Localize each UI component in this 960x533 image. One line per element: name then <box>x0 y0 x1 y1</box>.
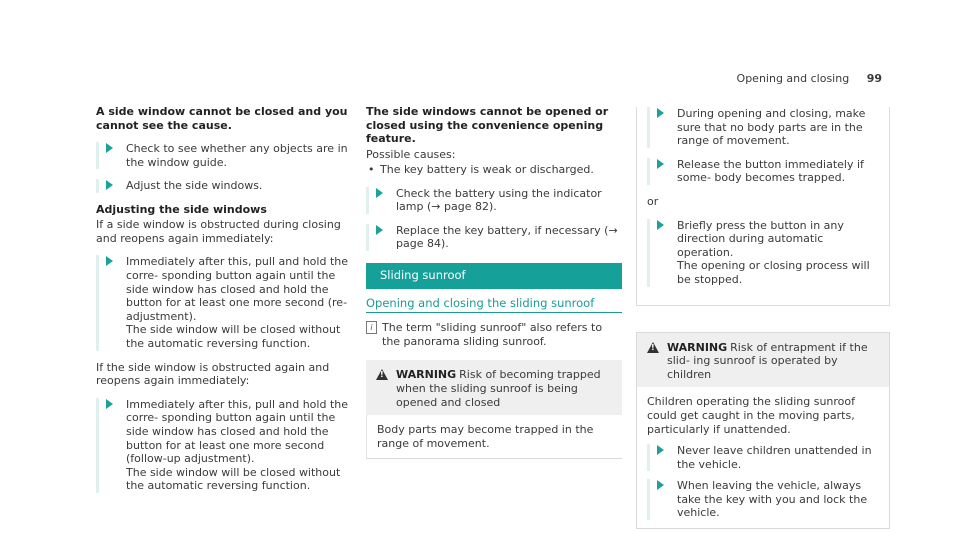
heading-convenience-opening: The side windows cannot be opened or closed using the convenience opening feature. <box>366 105 609 145</box>
step-arrow-icon <box>657 445 664 455</box>
paragraph-obstructed-again: If the side window is obstructed again and reopens again immediately: <box>96 360 330 388</box>
step-check-battery: Check the battery using the indicator lamp (→ page 82). <box>366 187 622 214</box>
paragraph-obstructed: If a side window is obstructed during closing and reopens again immediately: <box>96 218 341 245</box>
step-adjust-windows: Adjust the side windows. <box>96 179 352 193</box>
or-separator: or <box>647 194 659 208</box>
warning-box-children <box>636 332 890 530</box>
step-arrow-icon <box>657 220 664 230</box>
page-number: 99 <box>866 72 882 85</box>
warning-triangle-icon <box>647 342 659 353</box>
step-arrow-icon <box>376 188 383 198</box>
step-arrow-icon <box>106 256 113 266</box>
step-arrow-icon <box>106 143 113 153</box>
step-release-button: Release the button immediately if some- body becomes trapped. <box>647 158 879 185</box>
column-3 <box>636 99 890 529</box>
warning-header: ! WARNING Risk of becoming trapped when the sliding sunroof is being opened and closed <box>366 360 622 415</box>
list-item: • The key battery is weak or discharged. <box>366 163 622 177</box>
page-header <box>737 72 882 86</box>
step-arrow-icon <box>657 159 664 169</box>
warning-triangle-icon <box>376 369 388 380</box>
column-1 <box>96 105 352 503</box>
step-no-body-parts: During opening and closing, make sure that no body parts are in the range of movement. <box>647 107 879 148</box>
step-arrow-icon <box>657 480 664 490</box>
subheading-opening-closing-sunroof: Opening and closing the sliding sunroof <box>366 297 622 314</box>
possible-causes-label: Possible causes: <box>366 147 456 161</box>
heading-adjusting-side-windows: Adjusting the side windows <box>96 202 267 216</box>
step-arrow-icon <box>657 108 664 118</box>
warning-body: Body parts may become trapped in the range of movement. <box>366 415 622 458</box>
step-never-leave-children: Never leave children unattended in the vehicle. <box>647 444 879 471</box>
heading-window-cannot-close: A side window cannot be closed and you cannot see the cause. <box>96 105 348 132</box>
step-replace-battery: Replace the key battery, if necessary (→ page 84). <box>366 224 622 251</box>
causes-list <box>366 163 622 177</box>
warning-header: ! WARNING Risk of entrapment if the slid- ing sunroof is operated by children <box>637 333 889 388</box>
info-note-icon: i <box>366 321 377 334</box>
continued-warning-box <box>636 107 890 306</box>
step-readjustment: Immediately after this, pull and hold the corre- sponding button again until the side window has closed and hold the button for at least one more second (re-adjustment). The side window will be closed without the automatic reversing function. <box>96 255 352 350</box>
warning-body: Children operating the sliding sunroof could get caught in the moving parts, particularly if unattended. Never leave children unattended in the vehicle. When leaving the vehicle, always take the key with you and lock the vehicle. <box>637 387 889 528</box>
step-arrow-icon <box>106 180 113 190</box>
step-follow-up-adjustment: Immediately after this, pull and hold the corre- sponding button again until the side window has closed and hold the button for at least one more second (follow-up adjustment). The side window will be closed without the automatic reversing function. <box>96 398 352 493</box>
header-title: Opening and closing <box>736 72 850 85</box>
step-briefly-press: Briefly press the button in any direction during automatic operation. The opening or closing process will be stopped. <box>647 219 879 287</box>
step-arrow-icon <box>106 399 113 409</box>
warning-box-trapped <box>366 360 622 459</box>
step-take-key: When leaving the vehicle, always take the key with you and lock the vehicle. <box>647 479 879 520</box>
column-2 <box>366 105 622 459</box>
section-bar-sliding-sunroof: Sliding sunroof <box>366 263 622 289</box>
step-arrow-icon <box>376 225 383 235</box>
note-panorama: i The term "sliding sunroof" also refers to the panorama sliding sunroof. <box>366 321 622 348</box>
step-check-objects: Check to see whether any objects are in the window guide. <box>96 142 352 169</box>
